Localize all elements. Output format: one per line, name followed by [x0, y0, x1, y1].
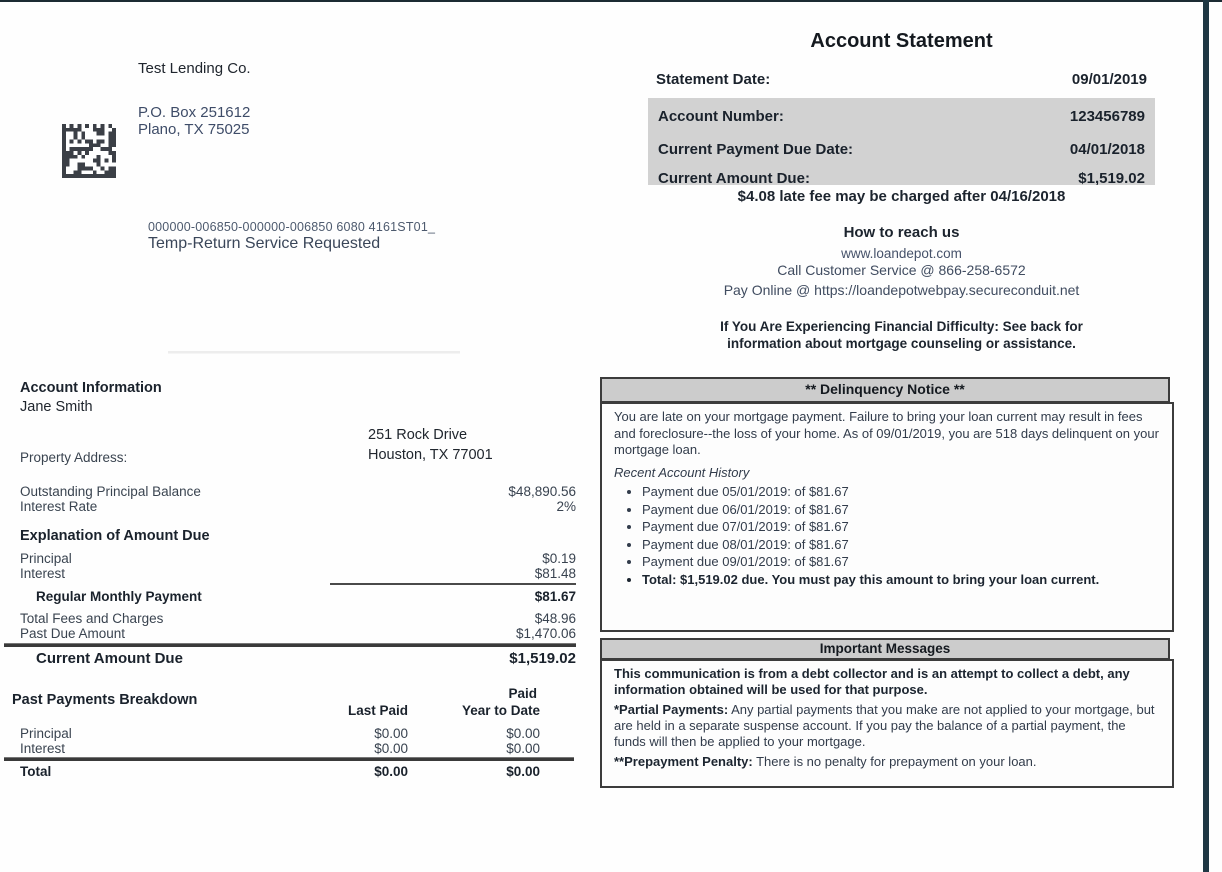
past-payments-title: Past Payments Breakdown — [12, 692, 198, 708]
page-title: Account Statement — [810, 30, 993, 52]
row-last-paid: $0.00 — [374, 741, 408, 756]
delinquency-intro: You are late on your mortgage payment. Failure to bring your loan current may result in fees and foreclosure--the loss of your home. As of 09/01/2019, you are 518 days delinquent on your mortgage loan. — [614, 409, 1159, 457]
statement-summary-band — [648, 98, 1155, 185]
delinquency-notice-header: ** Delinquency Notice ** — [600, 377, 1170, 403]
list-item: • Payment due 09/01/2019: of $81.67 — [642, 554, 1160, 571]
recent-account-history-title: Recent Account History — [614, 464, 750, 480]
row-label: Interest Rate — [20, 499, 98, 514]
subtotal-rule — [330, 583, 576, 585]
page-right-edge — [1203, 0, 1209, 872]
row-label: Principal — [20, 551, 72, 566]
row-label: Principal — [20, 726, 72, 741]
list-item: • Payment due 08/01/2019: of $81.67 — [642, 537, 1160, 554]
row-label: Interest — [20, 566, 66, 581]
customer-service-phone: Call Customer Service @ 866-258-6572 — [777, 262, 1026, 278]
datamatrix-barcode-icon — [62, 124, 116, 178]
partial-payments-text: Any partial payments that you make are not applied to your mortgage, but are held in a separate suspense account. If you pay the balance of a partial payment, the funds will then be applied to your mortgage. — [614, 702, 1155, 749]
account-information-title: Account Information — [20, 380, 162, 396]
row-value: $1,519.02 — [1078, 170, 1145, 185]
row-value: $1,470.06 — [515, 626, 576, 641]
lender-address-line2: Plano, TX 75025 — [138, 121, 250, 138]
row-value: 123456789 — [1069, 108, 1145, 125]
property-address — [368, 425, 493, 465]
total-rule — [4, 757, 574, 761]
list-item: • Payment due 05/01/2019: of $81.67 — [642, 484, 1160, 501]
row-label: Past Due Amount — [20, 626, 126, 641]
lender-name: Test Lending Co. — [138, 60, 251, 77]
list-item: • Payment due 07/01/2019: of $81.67 — [642, 519, 1160, 536]
list-item: • Payment due 06/01/2019: of $81.67 — [642, 502, 1160, 519]
pay-online-link: Pay Online @ https://loandepotwebpay.secureconduit.net — [723, 282, 1080, 298]
important-messages-body — [600, 659, 1174, 788]
prepayment-penalty-label: **Prepayment Penalty: — [614, 754, 753, 769]
row-value: 04/01/2018 — [1069, 141, 1145, 158]
row-label: Total Fees and Charges — [20, 611, 164, 626]
account-holder-name: Jane Smith — [20, 399, 93, 415]
column-header-paid: Paid — [508, 686, 537, 701]
row-label: Statement Date: — [656, 71, 771, 88]
financial-difficulty-line1: If You Are Experiencing Financial Difficulty: See back for — [720, 319, 1083, 334]
financial-difficulty-notice — [648, 318, 1155, 352]
row-value: $48,890.56 — [508, 484, 576, 499]
property-address-line2: Houston, TX 77001 — [368, 447, 493, 463]
row-ytd: $0.00 — [506, 726, 540, 741]
delinquency-notice-body — [600, 402, 1174, 632]
column-header-last-paid: Last Paid — [347, 703, 408, 718]
payment-history-list — [616, 484, 1160, 588]
property-address-line1: 251 Rock Drive — [368, 427, 468, 443]
row-value: 2% — [556, 499, 576, 514]
mailing-block — [148, 220, 435, 253]
partial-payments-label: *Partial Payments: — [614, 702, 729, 717]
mail-imb-line: 000000-006850-000000-006850 6080 4161ST01_ — [148, 220, 436, 234]
total-rule — [4, 643, 576, 647]
prepayment-penalty-text: There is no penalty for prepayment on your loan. — [752, 754, 1037, 769]
row-label: Interest — [20, 741, 66, 756]
website-link: www.loandepot.com — [841, 246, 962, 261]
page-top-edge — [0, 0, 1222, 2]
row-label: Current Amount Due — [36, 650, 183, 667]
column-header-year-to-date: Year to Date — [461, 703, 540, 718]
late-fee-notice: $4.08 late fee may be charged after 04/16/2018 — [737, 188, 1066, 205]
row-ytd: $0.00 — [506, 741, 540, 756]
row-label: Account Number: — [658, 108, 784, 125]
mail-service-line: Temp-Return Service Requested — [148, 235, 381, 252]
row-value: $81.67 — [534, 589, 576, 604]
partial-payments-paragraph — [614, 702, 1160, 750]
row-value: $48.96 — [534, 611, 576, 626]
financial-difficulty-line2: information about mortgage counseling or assistance. — [727, 336, 1076, 351]
row-label: Total — [20, 764, 52, 779]
row-label: Regular Monthly Payment — [36, 589, 202, 604]
row-value: 09/01/2019 — [1071, 71, 1147, 88]
row-last-paid: $0.00 — [374, 764, 408, 779]
faint-divider — [168, 351, 460, 354]
row-label: Current Payment Due Date: — [658, 141, 854, 158]
property-address-label: Property Address: — [20, 450, 128, 465]
reach-us-title: How to reach us — [843, 224, 960, 241]
delinquency-total-item: • Total: $1,519.02 due. You must pay this amount to bring your loan current. — [642, 572, 1160, 589]
row-label: Current Amount Due: — [658, 170, 810, 185]
row-label: Outstanding Principal Balance — [20, 484, 201, 499]
row-value: $0.19 — [542, 551, 576, 566]
explanation-title: Explanation of Amount Due — [20, 528, 210, 544]
row-value: $1,519.02 — [509, 650, 576, 667]
row-ytd: $0.00 — [506, 764, 540, 779]
debt-collector-notice: This communication is from a debt collector and is an attempt to collect a debt, any information obtained will be used for that purpose. — [614, 666, 1130, 697]
important-messages-header: Important Messages — [600, 638, 1170, 660]
lender-address — [138, 104, 250, 138]
row-value: $81.48 — [534, 566, 576, 581]
row-last-paid: $0.00 — [374, 726, 408, 741]
prepayment-penalty-paragraph — [614, 754, 1160, 770]
lender-address-line1: P.O. Box 251612 — [138, 104, 251, 121]
